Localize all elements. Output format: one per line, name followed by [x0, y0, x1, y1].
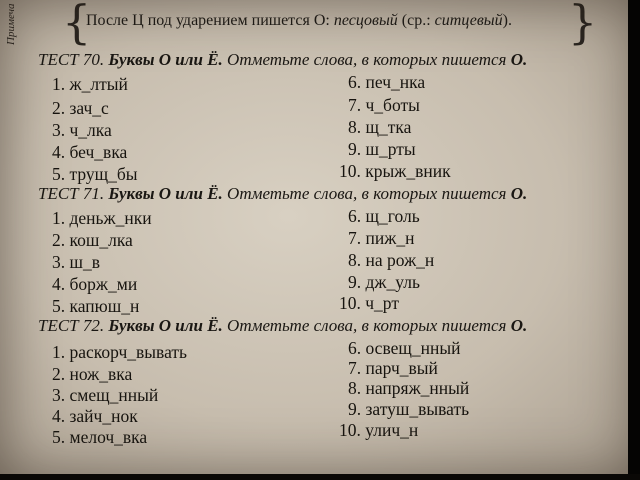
list-item: 7. пиж_н	[348, 228, 415, 248]
test-letter: О.	[510, 184, 528, 203]
list-item: 8. щ_тка	[348, 117, 412, 137]
note-main: После Ц под ударением пишется О:	[86, 12, 334, 29]
list-item: 5. трущ_бы	[52, 164, 138, 184]
list-item: 10. ч_рт	[339, 293, 399, 313]
list-item: 6. печ_нка	[348, 72, 426, 92]
note-example-1: песцовый	[333, 12, 398, 29]
list-item: 8. напряж_нный	[348, 378, 470, 398]
list-item: 3. ш_в	[52, 252, 100, 272]
test-72-title	[38, 316, 527, 336]
note-middle: (ср.:	[397, 12, 435, 29]
list-item: 6. щ_голь	[348, 206, 420, 226]
list-item: 4. зайч_нок	[52, 406, 138, 426]
list-item: 1. раскорч_вывать	[52, 342, 188, 362]
note-brace-right: }	[568, 0, 598, 49]
list-item: 2. нож_вка	[52, 364, 133, 384]
test-number: ТЕСТ 72.	[38, 316, 105, 335]
list-item: 7. ч_боты	[348, 95, 420, 115]
list-item: 3. ч_лка	[52, 120, 112, 140]
list-item: 2. кош_лка	[52, 230, 133, 250]
note-example-2: ситцевый	[434, 12, 503, 29]
note-side-label: Примеча	[5, 3, 17, 45]
list-item: 8. на рож_н	[348, 250, 435, 270]
list-item: 9. затуш_вывать	[348, 399, 470, 419]
list-item: 9. дж_уль	[348, 272, 420, 292]
list-item: 1. ж_лтый	[52, 74, 128, 94]
note-text	[86, 12, 512, 30]
list-item: 3. смещ_нный	[52, 385, 159, 405]
test-heading: Буквы О или Ё.	[108, 316, 223, 335]
note-end: ).	[502, 12, 512, 29]
test-instruction: Отметьте слова, в которых пишется	[227, 316, 507, 335]
list-item: 1. деньж_нки	[52, 208, 152, 228]
test-70-title	[38, 50, 527, 70]
list-item: 10. улич_н	[339, 420, 419, 440]
list-item: 6. освещ_нный	[348, 338, 461, 358]
test-letter: О.	[510, 50, 528, 69]
test-letter: О.	[510, 316, 528, 335]
test-heading: Буквы О или Ё.	[108, 184, 223, 203]
test-instruction: Отметьте слова, в которых пишется	[227, 50, 507, 69]
test-number: ТЕСТ 70.	[38, 50, 105, 69]
page-edge-shadow	[628, 0, 640, 480]
test-instruction: Отметьте слова, в которых пишется	[227, 184, 507, 203]
note-brace-left: {	[62, 0, 92, 49]
test-number: ТЕСТ 71.	[38, 184, 105, 203]
list-item: 5. капюш_н	[52, 296, 140, 316]
test-heading: Буквы О или Ё.	[108, 50, 223, 69]
list-item: 4. беч_вка	[52, 142, 128, 162]
list-item: 5. мелоч_вка	[52, 427, 148, 447]
list-item: 2. зач_с	[52, 98, 109, 118]
list-item: 9. ш_рты	[348, 139, 416, 159]
list-item: 7. парч_вый	[348, 358, 438, 378]
test-71-title	[38, 184, 527, 204]
list-item: 4. борж_ми	[52, 274, 138, 294]
page-bottom-shadow	[0, 474, 640, 480]
list-item: 10. крыж_вник	[339, 161, 451, 181]
